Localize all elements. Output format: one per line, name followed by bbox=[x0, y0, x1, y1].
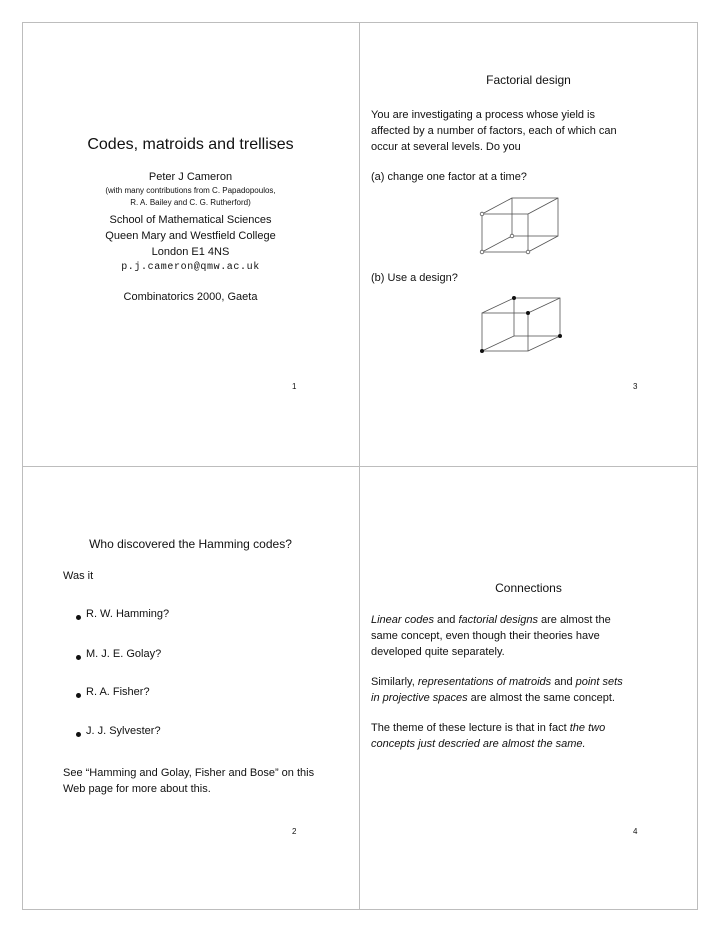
cube-point bbox=[526, 250, 530, 254]
page1-title: Codes, matroids and trellises bbox=[87, 136, 294, 153]
one-factor-cube-figure bbox=[478, 194, 570, 260]
page3-intro-line1: You are investigating a process whose yield is bbox=[371, 109, 596, 121]
page4-number: 4 bbox=[633, 827, 638, 836]
page2-title: Who discovered the Hamming codes? bbox=[89, 537, 292, 551]
page1-contributions-line1: (with many contributions from C. Papadopoulos, bbox=[105, 186, 276, 195]
page4-paragraph1-line3: developed quite separately. bbox=[371, 646, 505, 658]
page3-intro-line2: affected by a number of factors, each of which can bbox=[371, 125, 617, 137]
cube-point bbox=[510, 234, 514, 238]
design-cube-figure bbox=[478, 294, 570, 358]
projective-spaces-term: in projective spaces bbox=[371, 692, 468, 704]
text-run: are almost the bbox=[537, 614, 611, 626]
page2-footer-line2: Web page for more about this. bbox=[63, 783, 211, 795]
page1-affiliation-line1: School of Mathematical Sciences bbox=[109, 214, 272, 226]
page4-paragraph2-line2 bbox=[371, 689, 615, 707]
page1-affiliation-line2: Queen Mary and Westfield College bbox=[105, 230, 276, 242]
page1-conference: Combinatorics 2000, Gaeta bbox=[123, 291, 258, 303]
page1-author: Peter J Cameron bbox=[148, 171, 233, 183]
candidate-fisher: R. A. Fisher? bbox=[86, 686, 150, 698]
design-point bbox=[558, 334, 562, 338]
text-run: The theme of these lecture is that in fact bbox=[371, 722, 570, 734]
design-point bbox=[526, 311, 530, 315]
page3-option-a: (a) change one factor at a time? bbox=[371, 171, 527, 183]
page1-contributions-line2: R. A. Bailey and C. G. Rutherford) bbox=[130, 198, 251, 207]
horizontal-divider bbox=[22, 466, 698, 467]
page3-intro-line3: occur at several levels. Do you bbox=[371, 141, 521, 153]
point-sets-term: point sets bbox=[575, 676, 623, 688]
page3-option-b: (b) Use a design? bbox=[371, 272, 458, 284]
page4-paragraph1-line2: same concept, even though their theories have bbox=[371, 630, 600, 642]
cube-point bbox=[480, 250, 484, 254]
text-run: are almost the same concept. bbox=[467, 692, 615, 704]
emphasis-run: concepts just descried are almost the same. bbox=[371, 738, 586, 750]
bullet-dot bbox=[76, 693, 81, 698]
page3-number: 3 bbox=[633, 382, 638, 391]
candidate-hamming: R. W. Hamming? bbox=[86, 608, 170, 620]
factorial-designs-term: factorial designs bbox=[458, 614, 538, 626]
cube-point bbox=[480, 212, 484, 216]
page1-affiliation-line3: London E1 4NS bbox=[151, 246, 230, 258]
linear-codes-term: Linear codes bbox=[371, 614, 434, 626]
candidate-golay: M. J. E. Golay? bbox=[86, 648, 162, 660]
page1-email: p.j.cameron@qmw.ac.uk bbox=[121, 262, 260, 273]
bullet-dot bbox=[76, 615, 81, 620]
page2-number: 2 bbox=[292, 827, 297, 836]
emphasis-run: the two bbox=[569, 722, 606, 734]
page4-paragraph3-line2 bbox=[371, 735, 586, 753]
page2-footer-line1: See “Hamming and Golay, Fisher and Bose” on this bbox=[63, 767, 315, 779]
page3-title: Factorial design bbox=[486, 73, 571, 87]
conjunction: and bbox=[434, 614, 459, 626]
candidate-sylvester: J. J. Sylvester? bbox=[86, 725, 161, 737]
bullet-dot bbox=[76, 655, 81, 660]
design-point bbox=[480, 349, 484, 353]
representations-term: representations of matroids bbox=[417, 676, 552, 688]
page1-number: 1 bbox=[292, 382, 297, 391]
design-point bbox=[512, 296, 516, 300]
conjunction: and bbox=[551, 676, 576, 688]
page4-title: Connections bbox=[495, 581, 562, 595]
text-run: Similarly, bbox=[371, 676, 418, 688]
bullet-dot bbox=[76, 732, 81, 737]
page2-lead: Was it bbox=[63, 570, 94, 582]
